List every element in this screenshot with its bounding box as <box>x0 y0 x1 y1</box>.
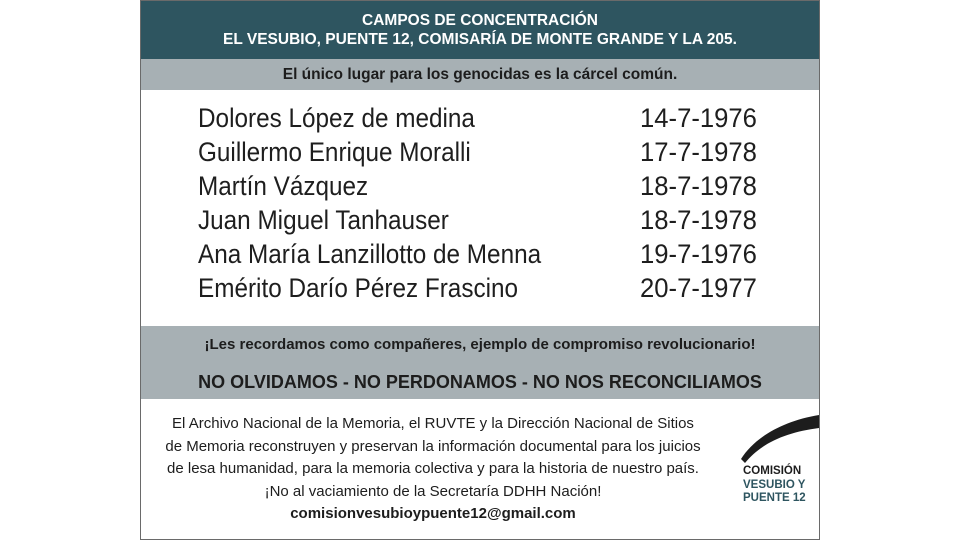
victim-date: 19-7-1976 <box>640 239 757 269</box>
memorial-band <box>141 326 819 399</box>
victim-name: Martín Vázquez <box>198 171 369 201</box>
victim-name: Guillermo Enrique Moralli <box>198 137 471 167</box>
victim-date: 18-7-1978 <box>640 205 757 235</box>
archive-line-1: El Archivo Nacional de la Memoria, el RUVTE y la Dirección Nacional de Sitios <box>172 415 694 432</box>
contact-email: comisionvesubioypuente12@gmail.com <box>290 505 576 522</box>
victim-date: 18-7-1978 <box>640 171 757 201</box>
archive-statement <box>141 413 725 526</box>
subheader-band: El único lugar para los genocidas es la cárcel común. <box>141 59 819 90</box>
archive-line-2: de Memoria reconstruyen y preservan la información documental para los juicios <box>165 437 701 455</box>
victim-date: 20-7-1977 <box>640 273 757 303</box>
memorial-notice <box>140 0 820 540</box>
logo-line-2: VESUBIO Y <box>743 479 806 491</box>
victim-row <box>141 101 819 135</box>
archive-line-3: de lesa humanidad, para la memoria colectiva y para la historia de nuestro país. <box>167 460 699 477</box>
logo-line-1: COMISIÓN <box>743 465 802 477</box>
victim-row <box>141 271 819 305</box>
victim-row <box>141 169 819 203</box>
victims-list <box>141 101 819 305</box>
victim-row <box>141 237 819 271</box>
header-line-1: CAMPOS DE CONCENTRACIÓN <box>362 12 598 29</box>
remembrance-text: ¡Les recordamos como compañeres, ejemplo de compromiso revolucionario! <box>204 336 756 353</box>
archive-line-4: ¡No al vaciamiento de la Secretaría DDHH Nación! <box>264 482 602 500</box>
comision-logo <box>741 411 819 511</box>
victim-name: Emérito Darío Pérez Frascino <box>198 273 519 303</box>
header-banner <box>141 1 819 59</box>
victim-date: 17-7-1978 <box>640 137 757 167</box>
victim-date: 14-7-1976 <box>640 103 757 133</box>
victim-name: Ana María Lanzillotto de Menna <box>198 239 542 269</box>
header-line-2: EL VESUBIO, PUENTE 12, COMISARÍA DE MONTE GRANDE Y LA 205. <box>223 31 737 48</box>
slogan-text: NO OLVIDAMOS - NO PERDONAMOS - NO NOS RECONCILIAMOS <box>198 372 762 392</box>
arc-swoosh-icon <box>741 411 819 467</box>
victim-row <box>141 135 819 169</box>
victim-name: Dolores López de medina <box>198 103 475 133</box>
victim-name: Juan Miguel Tanhauser <box>198 205 449 235</box>
victim-row <box>141 203 819 237</box>
logo-line-3: PUENTE 12 <box>743 492 806 504</box>
